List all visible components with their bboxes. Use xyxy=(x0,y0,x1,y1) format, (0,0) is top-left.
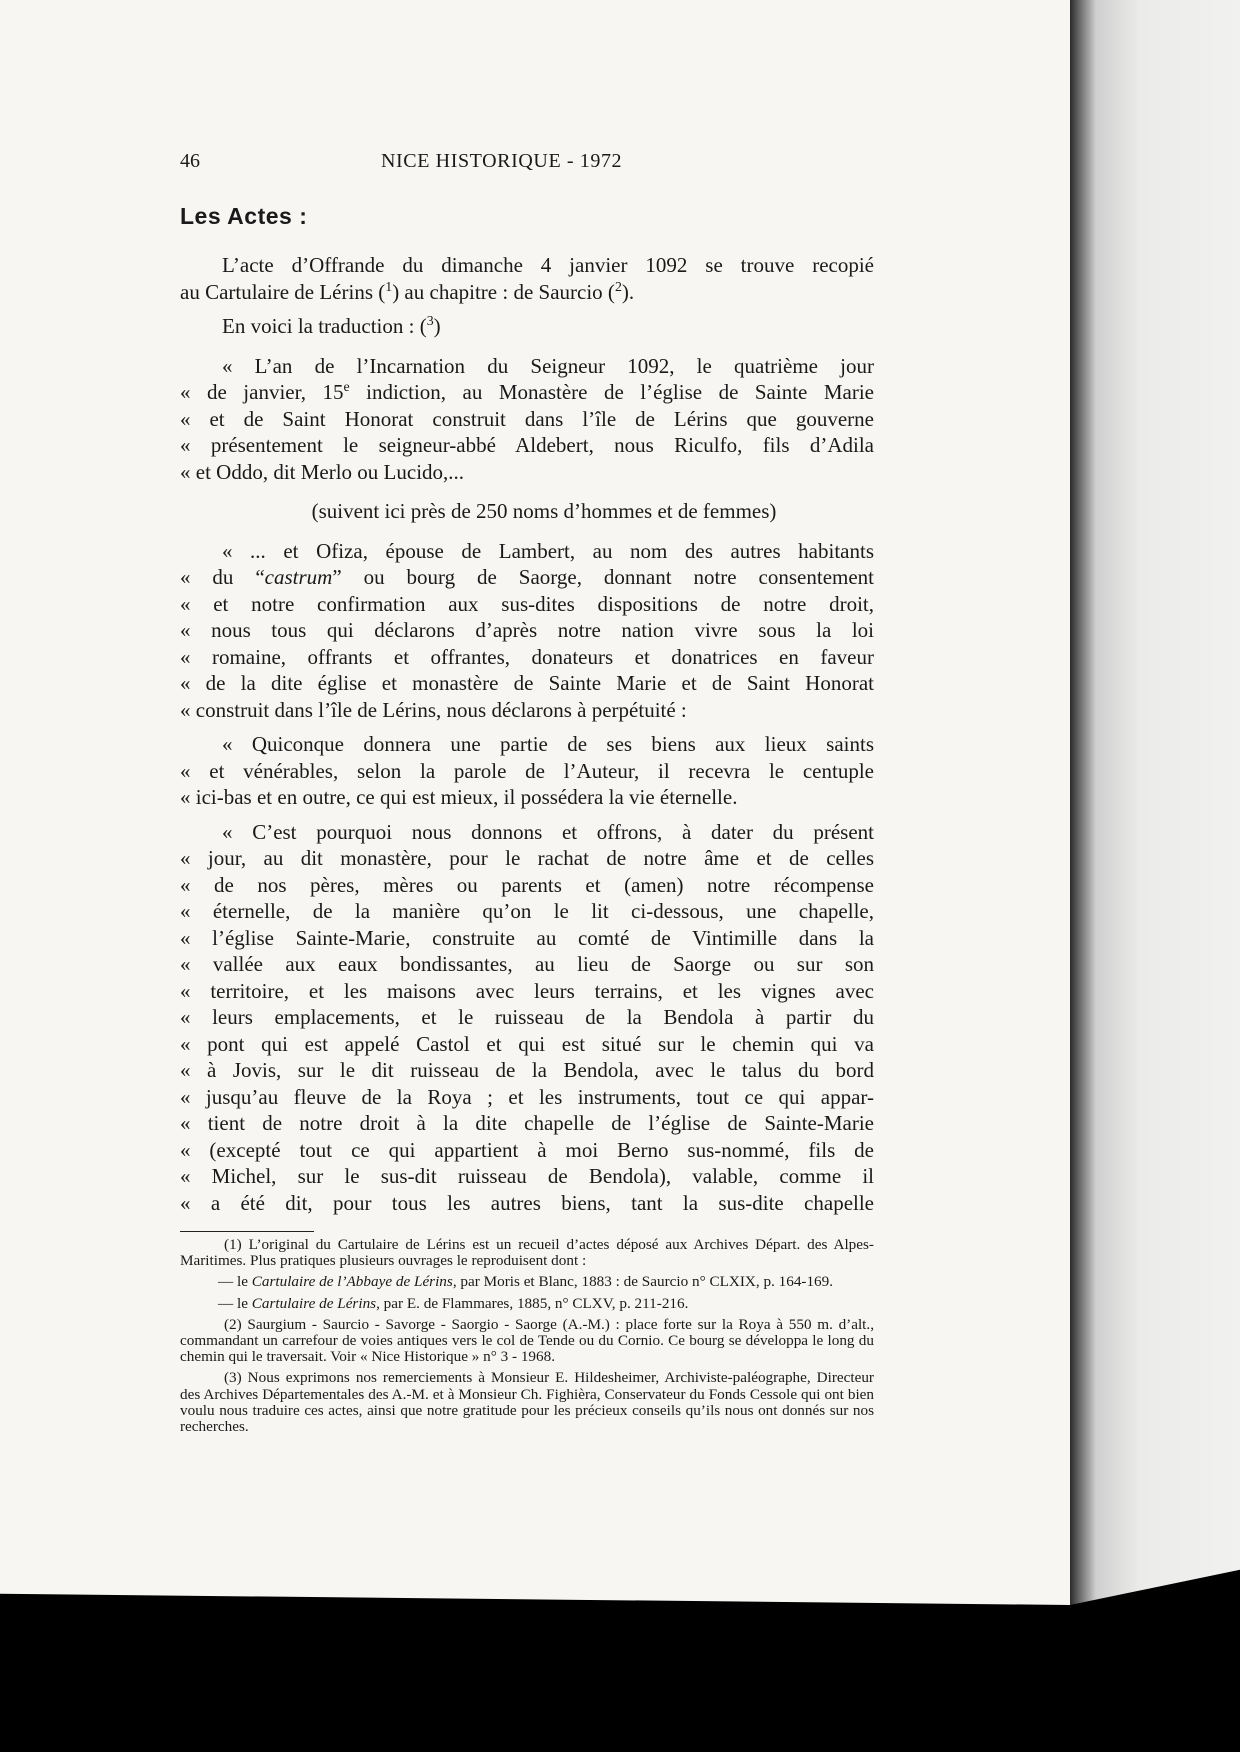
footnote-1: (1) L’original du Cartulaire de Lérins est un recueil d’actes déposé aux Archives Départ. des Alpes-Maritimes. Plus pratiques plusieurs ouvrages le reproduisent dont : xyxy=(180,1236,874,1270)
quote-line: « C’est pourquoi nous donnons et offrons, à dater du présent xyxy=(222,819,874,844)
footnote-1-ref-b: — le Cartulaire de Lérins, par E. de Flammares, 1885, n° CLXV, p. 211-216. xyxy=(218,1294,689,1312)
footnote-3: (3) Nous exprimons nos remerciements à Monsieur E. Hildesheimer, Archiviste-paléographe, Directeur des Archives Départementales des A.-M. et à Monsieur Ch. Fighièra, Conservateur du Fonds Cessole qui ont bien voulu nous traduire ces actes, ainsi que notre gratitude pour les précieux conseils qu’ils nous ont donnés sur nos recherches. xyxy=(180,1369,874,1436)
body-text xyxy=(180,252,874,1216)
quote-line: « a été dit, pour tous les autres biens, tant la sus-dite chapelle xyxy=(180,1190,874,1215)
quote-line: « l’église Sainte-Marie, construite au comté de Vintimille dans la xyxy=(180,925,874,950)
running-title: NICE HISTORIQUE - 1972 xyxy=(381,150,623,172)
quote-line: « vallée aux eaux bondissantes, au lieu de Saorge ou sur son xyxy=(180,952,874,976)
page-number: 46 xyxy=(180,150,200,172)
footnote-ref: 2 xyxy=(614,278,622,294)
quote-line: « Quiconque donnera une partie de ses biens aux lieux saints xyxy=(222,732,874,756)
footnote-1-ref-a: — le Cartulaire de l’Abbaye de Lérins, par Moris et Blanc, 1883 : de Saurcio n° CLXIX, p. 164-169. xyxy=(218,1273,834,1291)
quote-line: « jusqu’au fleuve de la Roya ; et les instruments, tout ce qui appar- xyxy=(180,1084,874,1109)
section-title: Les Actes : xyxy=(180,203,308,229)
quote-line: « de la dite église et monastère de Sainte Marie et de Saint Honorat xyxy=(180,671,874,695)
aside-line: (suivent ici près de 250 noms d’hommes et de femmes) xyxy=(311,499,777,523)
footnote-ref: 1 xyxy=(385,278,393,294)
quote-line: « (excepté tout ce qui appartient à moi Berno sus-nommé, fils de xyxy=(180,1137,874,1162)
quote-line: « L’an de l’Incarnation du Seigneur 1092, le quatrième jour xyxy=(222,353,874,378)
quote-line: « ici-bas et en outre, ce qui est mieux, il possédera la vie éternelle. xyxy=(180,785,738,809)
quote-line: « et vénérables, selon la parole de l’Auteur, il recevra le centuple xyxy=(180,758,874,783)
quote-line: « territoire, et les maisons avec leurs terrains, et les vignes avec xyxy=(180,978,874,1003)
running-head xyxy=(180,146,874,176)
quote-line: « Michel, sur le sus-dit ruisseau de Bendola), valable, comme il xyxy=(180,1164,874,1188)
quote-line: « de janvier, 15e indiction, au Monastère de l’église de Sainte Marie xyxy=(180,379,874,404)
quote-line: « et Oddo, dit Merlo ou Lucido,... xyxy=(180,459,465,484)
quote-line: « romaine, offrants et offrantes, donateurs et donatrices en faveur xyxy=(180,644,874,669)
quote-line: « de nos pères, mères ou parents et (amen) notre récompense xyxy=(180,872,874,897)
quote-line: « pont qui est appelé Castol et qui est situé sur le chemin qui va xyxy=(180,1031,874,1056)
quote-line: « éternelle, de la manière qu’on le lit ci-dessous, une chapelle, xyxy=(180,899,874,923)
footnotes xyxy=(180,1237,874,1435)
footnote-2: (2) Saurgium - Saurcio - Savorge - Saorgio - Saorge (A.-M.) : place forte sur la Roya à 550 m. d’alt., commandant un carrefour de voies antiques vers le col de Tende ou du Cornio. Ce bourg se développa le long du chemin qui le traversait. Voir « Nice Historique » n° 3 - 1968. xyxy=(180,1315,874,1366)
quote-line: « du “castrum” ou bourg de Saorge, donnant notre consentement xyxy=(180,565,874,589)
quote-line: « nous tous qui déclarons d’après notre nation vivre sous la loi xyxy=(180,618,874,642)
quote-line: « jour, au dit monastère, pour le rachat de notre âme et de celles xyxy=(180,846,874,870)
facing-page-edge xyxy=(1070,0,1240,1605)
quote-line: « construit dans l’île de Lérins, nous déclarons à perpétuité : xyxy=(180,697,687,722)
footnote-ref: 3 xyxy=(426,313,434,328)
quote-line: « et notre confirmation aux sus-dites dispositions de notre droit, xyxy=(180,591,874,616)
quote-line: « leurs emplacements, et le ruisseau de la Bendola à partir du xyxy=(180,1005,874,1029)
quote-line: « ... et Ofiza, épouse de Lambert, au nom des autres habitants xyxy=(222,538,874,563)
quote-line: « à Jovis, sur le dit ruisseau de la Bendola, avec le talus du bord xyxy=(180,1058,874,1082)
quote-line: « présentement le seigneur-abbé Aldebert, nous Riculfo, fils d’Adila xyxy=(180,433,874,457)
quote-line: « et de Saint Honorat construit dans l’île de Lérins que gouverne xyxy=(180,406,874,431)
footnote-rule xyxy=(180,1231,314,1232)
body-line: au Cartulaire de Lérins ($^1$) au chapitre : de Saurcio ($^2$). xyxy=(180,278,635,304)
quote-line: « tient de notre droit à la dite chapelle de l’église de Sainte-Marie xyxy=(180,1111,874,1135)
body-line: L’acte d’Offrande du dimanche 4 janvier 1092 se trouve recopié xyxy=(222,253,874,277)
body-line: En voici la traduction : ($^3$) xyxy=(222,313,441,338)
